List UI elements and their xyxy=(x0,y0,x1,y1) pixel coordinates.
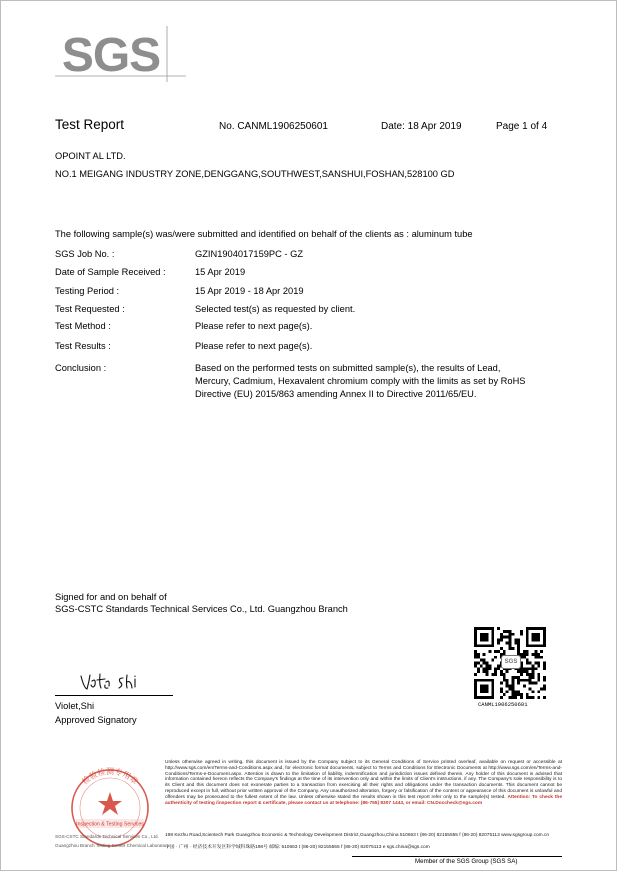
field-label-results: Test Results : xyxy=(55,341,111,351)
qr-center-logo: SGS xyxy=(501,655,521,669)
lab-name-line-2: Guangzhou Branch Testing Center Chemical Laboratory xyxy=(55,843,170,848)
client-address: NO.1 MEIGANG INDUSTRY ZONE,DENGGANG,SOUTHWEST,SANSHUI,FOSHAN,528100 GD xyxy=(55,169,455,179)
conclusion-label: Conclusion : xyxy=(55,363,107,373)
seal-arc-text: 检验检测专用章 xyxy=(80,767,140,787)
field-value-received: 15 Apr 2019 xyxy=(195,267,246,277)
field-value-requested: Selected test(s) as requested by client. xyxy=(195,304,356,314)
signature-line xyxy=(55,695,173,696)
lab-name-line-1: SGS-CSTC Standards Technical Services Co., Ltd. xyxy=(55,834,159,839)
terms-fine-print xyxy=(165,760,562,806)
report-number: No. CANML1906250601 xyxy=(219,121,328,132)
field-label-job-no: SGS Job No. : xyxy=(55,249,115,259)
address-english: 198 Kezhu Road,Scientech Park Guangzhou Economic & Technology Development District,Guangzhou,China 510663 t (86-20) 82155555 f (86-20) 82075113 www.sgsgroup.com.cn xyxy=(165,833,550,838)
terms-text: Unless otherwise agreed in writing, this document is issued by the Company subject to its General Conditions of Service printed overleaf, available on request or accessible at http://www.sgs.com/en/Terms-and-Conditions.aspx and, for electronic format documents, subject to Terms and Conditions for Electronic Documents at http://www.sgs.com/en/Terms-and-Conditions/Terms-e-Document.aspx. Attention is drawn to the limitation of liability, indemnification and jurisdiction issues defined therein. Any holder of this document is advised that information contained hereon reflects the Company's findings at the time of its intervention only and within the limits of Client's instructions, if any. The Company's sole responsibility is to its Client and this document does not exonerate parties to a transaction from exercising all their rights and obligations under the transaction documents. This document cannot be reproduced except in full, without prior written approval of the Company. Any unauthorized alteration, forgery or falsification of the content or appearance of this document is unlawful and offenders may be prosecuted to the fullest extent of the law. Unless otherwise stated the results shown in this test report refer only to the sample(s) tested. xyxy=(165,760,562,800)
page-number: Page 1 of 4 xyxy=(496,121,548,132)
seal-band-text: Inspection & Testing Services xyxy=(76,821,144,828)
qr-caption: CANML1906250601 xyxy=(478,701,528,708)
field-value-results: Please refer to next page(s). xyxy=(195,341,313,351)
conclusion-line-2: Mercury, Cadmium, Hexavalent chromium comply with the limits as set by RoHS xyxy=(195,376,526,386)
intro-text: The following sample(s) was/were submitted and identified on behalf of the clients as : aluminum tube xyxy=(55,229,473,239)
sgs-logo xyxy=(55,26,186,82)
field-label-received: Date of Sample Received : xyxy=(55,267,166,277)
signed-for-line-2: SGS-CSTC Standards Technical Services Co., Ltd. Guangzhou Branch xyxy=(55,604,348,614)
seal-star-icon xyxy=(98,792,122,815)
field-label-period: Testing Period : xyxy=(55,286,120,296)
field-value-period: 15 Apr 2019 - 18 Apr 2019 xyxy=(195,286,304,296)
sgs-logo-text: SGS xyxy=(61,29,161,82)
field-value-method: Please refer to next page(s). xyxy=(195,321,313,331)
client-name: OPOINT AL LTD. xyxy=(55,151,126,161)
conclusion-line-1: Based on the performed tests on submitted sample(s), the results of Lead, xyxy=(195,363,501,373)
field-label-method: Test Method : xyxy=(55,321,111,331)
field-label-requested: Test Requested : xyxy=(55,304,125,314)
signatory-name: Violet,Shi xyxy=(55,701,95,711)
report-date: Date: 18 Apr 2019 xyxy=(381,121,462,132)
handwritten-signature xyxy=(78,670,148,694)
signed-for-line-1: Signed for and on behalf of xyxy=(55,592,167,602)
signatory-role: Approved Signatory xyxy=(55,715,137,725)
sgs-member-notice: Member of the SGS Group (SGS SA) xyxy=(415,858,518,865)
authenticity-notice: Attention: To check the authenticity of testing /inspection report & certificate, please contact us at telephone: (86-755) 8307 1443, or email: CN.Doccheck@sgs.com xyxy=(165,794,562,806)
report-title: Test Report xyxy=(55,117,125,132)
field-value-job-no: GZIN1904017159PC - GZ xyxy=(195,249,303,259)
footer-rule xyxy=(352,856,562,857)
conclusion-line-3: Directive (EU) 2015/863 amending Annex II to Directive 2011/65/EU. xyxy=(195,389,477,399)
address-chinese: 中国 · 广州 · 经济技术开发区科学城科珠路198号 邮编: 510663 t (86-20) 82155555 f (86-20) 82075113 e sgs.china@sgs.com xyxy=(165,845,430,850)
